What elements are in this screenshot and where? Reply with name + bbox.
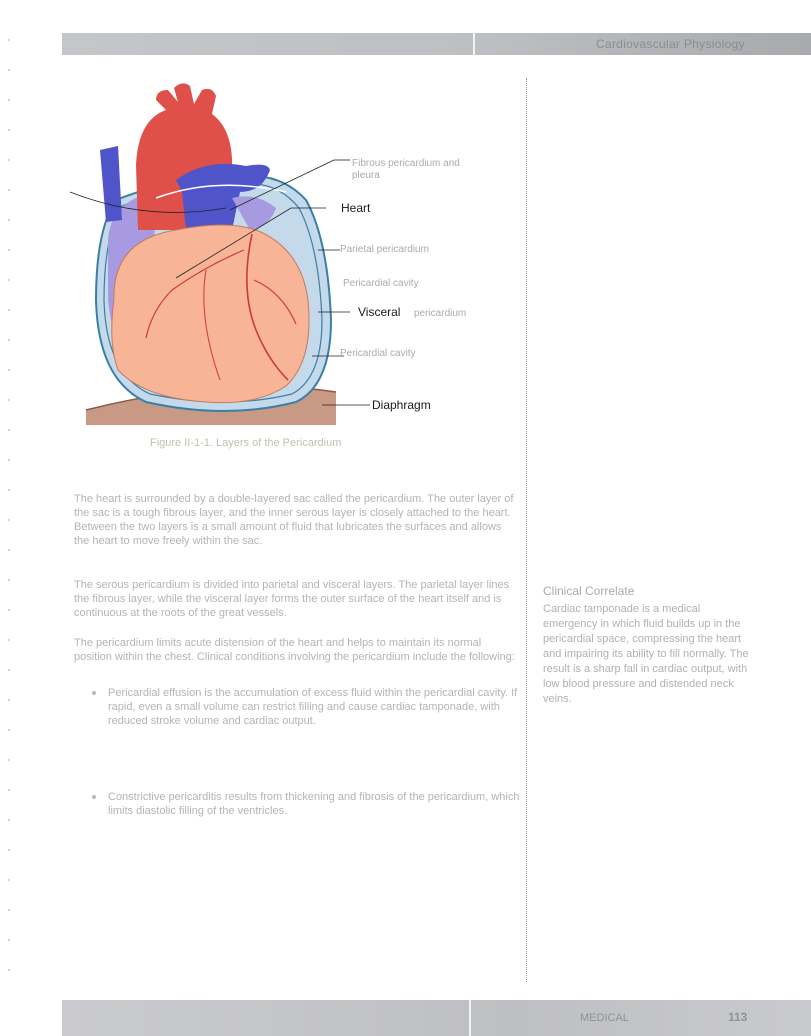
margin-marks (6, 0, 12, 1036)
label-faded-cavity: Pericardial cavity (343, 278, 419, 289)
header-title: Cardiovascular Physiology (596, 37, 745, 51)
footer-divider (469, 1000, 471, 1036)
bullet-dot (92, 795, 96, 799)
superior-vena-cava (100, 146, 122, 222)
body-paragraph-1: The heart is surrounded by a double-layered sac called the pericardium. The outer layer of the sac is a tough fibrous layer, and the inner serous layer is closely attached to the heart. Between the two layers is a small amount of fluid that lubricates the surfaces and allows the heart to move freely within the sac. (74, 493, 514, 547)
label-heart: Heart (341, 201, 371, 215)
label-faded-top: Fibrous pericardium and pleura (352, 158, 460, 181)
sidebar-body: Cardiac tamponade is a medical emergency in which fluid builds up in the pericardial space, compressing the heart and impairing its ability to fill normally. The result is a sharp fall in cardiac output, with low blood pressure and distended neck veins. (543, 603, 749, 705)
sidebar-heading: Clinical Correlate (543, 584, 635, 598)
label-faded-parietal: Parietal pericardium (340, 244, 429, 255)
label-faded-visceral-tail: pericardium (414, 308, 467, 319)
myocardium (112, 225, 309, 403)
label-diaphragm: Diaphragm (372, 398, 431, 412)
column-divider (526, 78, 527, 982)
page-number: 113 (728, 1010, 748, 1024)
body-paragraph-3: The pericardium limits acute distension of the heart and helps to maintain its normal position within the chest. Clinical conditions involving the pericardium include the following: (74, 637, 515, 663)
bullet-dot (92, 691, 96, 695)
bullet-item-2: Constrictive pericarditis results from thickening and fibrosis of the pericardium, which limits diastolic filling of the ventricles. (108, 791, 520, 817)
footer-series: MEDICAL (580, 1012, 629, 1024)
figure-caption: Figure II-1-1. Layers of the Pericardium (150, 437, 342, 449)
label-visceral: Visceral (358, 305, 401, 319)
label-faded-lower: Pericardial cavity (340, 348, 416, 359)
header-divider (473, 33, 475, 55)
bullet-item-1: Pericardial effusion is the accumulation of excess fluid within the pericardial cavity. If rapid, even a small volume can restrict filling and cause cardiac tamponade, with reduced stroke volume and cardiac output. (108, 687, 518, 727)
body-paragraph-2: The serous pericardium is divided into parietal and visceral layers. The parietal layer lines the fibrous layer, while the visceral layer forms the outer surface of the heart itself and is continuous at the roots of the great vessels. (74, 579, 510, 619)
